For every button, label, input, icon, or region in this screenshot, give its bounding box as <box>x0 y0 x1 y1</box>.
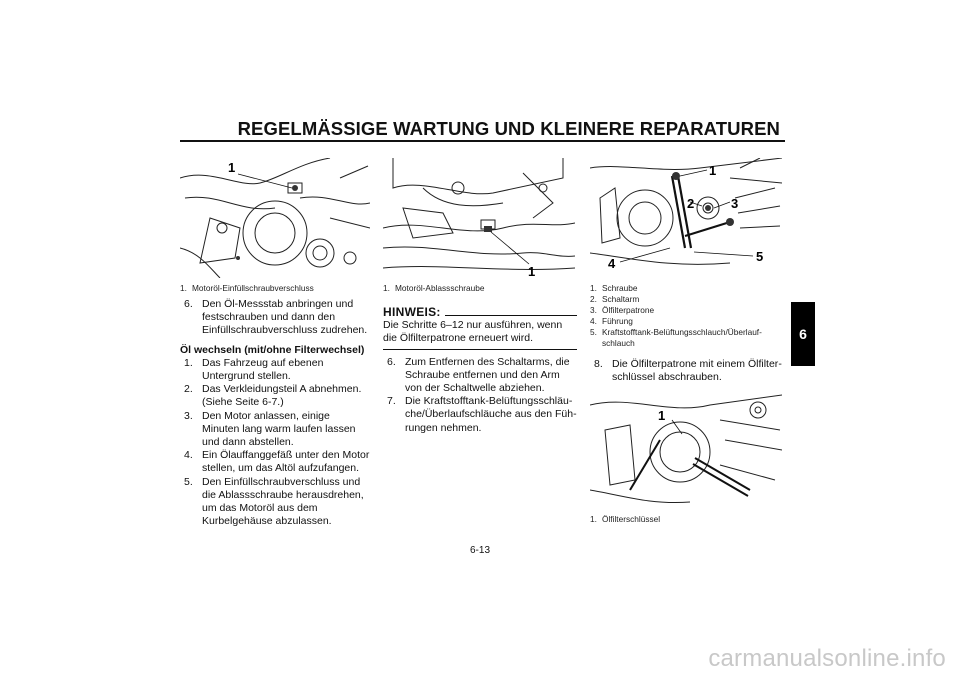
step-item <box>184 298 370 338</box>
caption-number: 1. <box>590 514 597 524</box>
caption-row <box>590 327 782 349</box>
callout-3: 3 <box>731 196 739 211</box>
caption-text: Ölfilterschlüssel <box>602 514 661 524</box>
step-item <box>594 358 784 384</box>
step-number: 7. <box>387 395 396 408</box>
callout-1: 1 <box>228 160 236 175</box>
note-title: HINWEIS: <box>383 305 441 319</box>
note-heading <box>383 306 577 319</box>
step-text: Zum Entfernen des Schaltarms, die Schraube entfernen und den Arm von der Schaltwelle abziehen. <box>405 355 570 395</box>
caption-number: 1. <box>590 283 597 293</box>
note-rule <box>445 315 577 316</box>
step-item <box>387 395 577 435</box>
caption-row <box>180 283 370 294</box>
column-2-text <box>383 306 577 435</box>
figure-caption <box>383 283 575 294</box>
chapter-tab-label: 6 <box>799 326 807 342</box>
caption-text: Ölfilterpatrone <box>602 305 655 315</box>
engine-side-illustration <box>590 158 782 278</box>
filter-wrench-illustration <box>590 390 782 510</box>
step-text: Die Ölfilterpatrone mit einem Ölfilterschlüssel abschrauben. <box>612 358 782 384</box>
step-text: Die Kraftstofftank-Belüftungsschläuche/Überlaufschläuche aus den Führungen nehmen. <box>405 395 577 434</box>
caption-number: 1. <box>180 283 187 293</box>
engine-illustration <box>180 158 370 278</box>
step-text: Das Fahrzeug auf ebenen Untergrund stellen. <box>202 356 324 383</box>
step-number: 3. <box>184 409 193 422</box>
caption-row <box>590 316 782 327</box>
step-item <box>387 356 577 396</box>
step-number: 5. <box>184 475 193 488</box>
figure-oil-filter-wrench <box>590 390 782 510</box>
engine-underside-illustration <box>383 158 575 278</box>
callout-5: 5 <box>756 249 764 264</box>
figure-oil-filler-cap <box>180 158 370 278</box>
section-subheading: Öl wechseln (mit/ohne Filterwechsel) <box>180 343 365 356</box>
figure-shift-arm-filter <box>590 158 782 278</box>
step-item <box>184 449 370 475</box>
caption-number: 1. <box>383 283 390 293</box>
step-number: 2. <box>184 383 193 396</box>
figure-oil-drain-bolt <box>383 158 575 278</box>
step-text: Das Verkleidungsteil A abnehmen. (Siehe Seite 6-7.) <box>202 383 362 409</box>
step-number: 1. <box>184 356 193 369</box>
column-3-text <box>590 358 784 384</box>
caption-text: Schraube <box>602 283 638 293</box>
caption-text: Motoröl-Ablassschraube <box>395 283 485 293</box>
caption-row <box>590 305 782 316</box>
callout-4: 4 <box>608 256 616 271</box>
step-text: Den Motor anlassen, einige Minuten lang warm laufen lassen und dann abstellen. <box>202 409 356 449</box>
step-number: 6. <box>184 298 193 310</box>
caption-text: Motoröl-Einfüllschraubverschluss <box>192 283 314 293</box>
caption-number: 5. <box>590 327 597 337</box>
step-number: 4. <box>184 449 193 462</box>
column-1-text <box>180 298 370 528</box>
step-item <box>184 357 370 383</box>
caption-row <box>590 283 782 294</box>
caption-row <box>590 514 782 525</box>
chapter-tab <box>791 302 815 366</box>
caption-number: 3. <box>590 305 597 315</box>
page-header-title: REGELMÄSSIGE WARTUNG UND KLEINERE REPARATUREN <box>237 118 780 139</box>
watermark: carmanualsonline.info <box>708 645 946 672</box>
page-number: 6-13 <box>469 545 490 556</box>
step-number: 8. <box>594 358 603 370</box>
step-item <box>184 476 370 529</box>
caption-row <box>383 283 575 294</box>
callout-2: 2 <box>687 196 695 211</box>
step-text: Ein Ölauffanggefäß unter den Motor stellen, um das Altöl aufzufangen. <box>202 449 370 475</box>
caption-number: 4. <box>590 316 597 326</box>
step-text: Den Einfüllschraubverschluss und die Ablassschraube herausdrehen, um das Motoröl aus dem Kurbelgehäuse abzulassen. <box>202 475 364 528</box>
callout-1: 1 <box>658 408 666 423</box>
note-text: Die Schritte 6–12 nur ausführen, wenn die Ölfilterpatrone erneuert wird. <box>383 319 563 345</box>
callout-1: 1 <box>709 163 717 178</box>
callout-1: 1 <box>528 264 536 278</box>
caption-text: Schaltarm <box>602 294 640 304</box>
caption-text: Kraftstofftank-Belüftungsschlauch/Überlaufschlauch <box>602 327 762 348</box>
header-rule <box>180 140 785 142</box>
step-item <box>184 410 370 450</box>
caption-number: 2. <box>590 294 597 304</box>
caption-row <box>590 294 782 305</box>
step-number: 6. <box>387 355 396 368</box>
caption-text: Führung <box>602 316 633 326</box>
figure-caption <box>590 514 782 525</box>
step-text: Den Öl-Messstab anbringen und festschrauben und dann den Einfüllschraubverschluss zudrehen. <box>202 298 368 337</box>
figure-caption <box>180 283 370 294</box>
note-end-rule <box>383 349 577 350</box>
step-item <box>184 383 370 409</box>
figure-caption-list <box>590 283 782 349</box>
